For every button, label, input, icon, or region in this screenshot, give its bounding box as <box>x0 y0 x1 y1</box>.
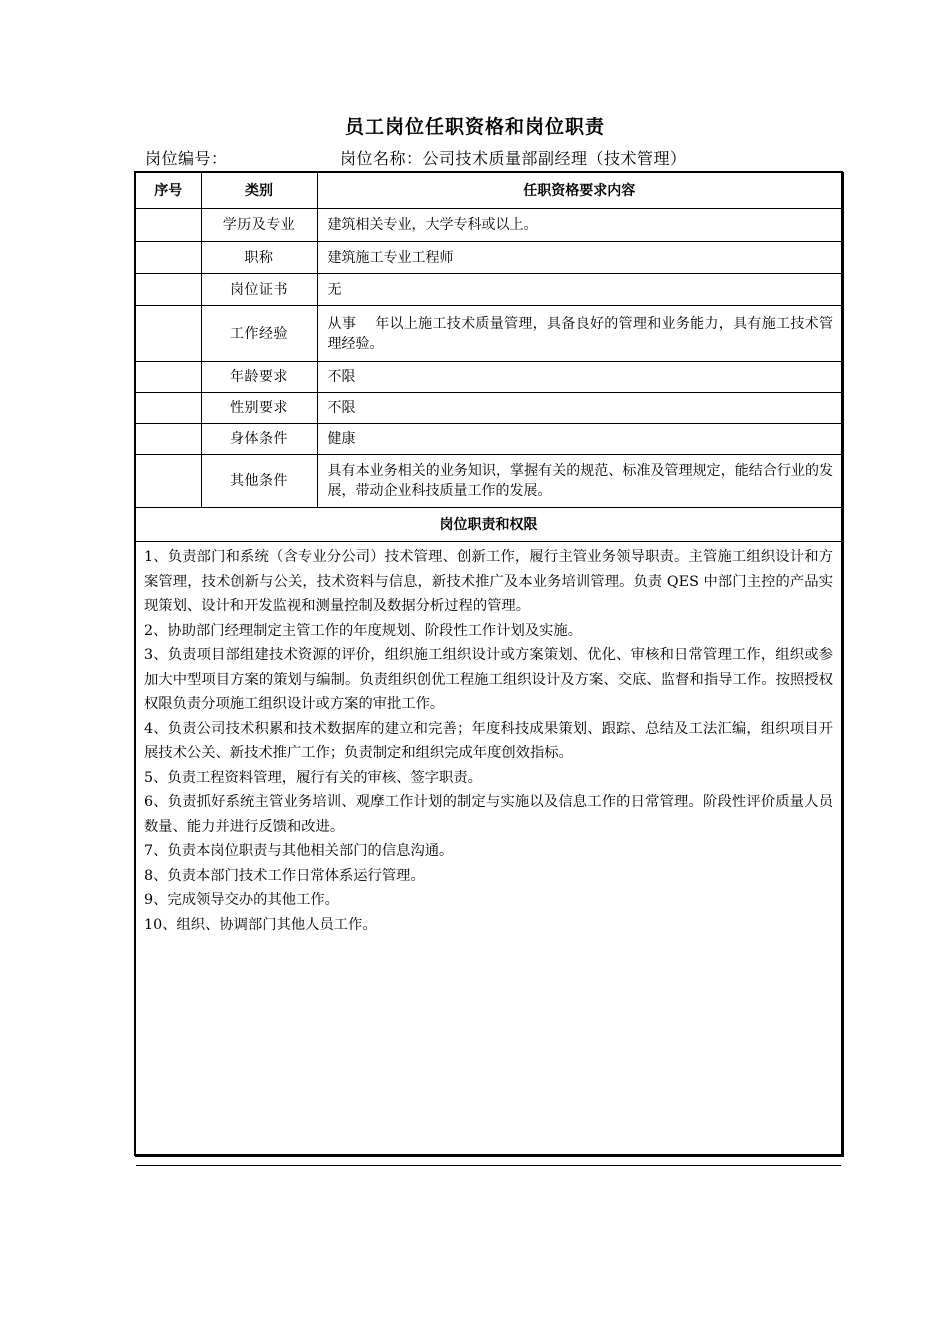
row-index <box>136 209 201 242</box>
row-index <box>136 274 201 306</box>
duty-item: 10、组织、协调部门其他人员工作。 <box>144 916 377 933</box>
row-category: 性别要求 <box>201 393 317 424</box>
position-number-label: 岗位编号： <box>145 149 228 168</box>
table-row <box>136 455 841 508</box>
header-category: 类别 <box>201 173 317 209</box>
duty-item: 6、负责抓好系统主管业务培训、观摩工作计划的制定与实施以及信息工作的日常管理。阶段性评价质量人员数量、能力并进行反馈和改进。 <box>144 794 833 835</box>
row-content: 不限 <box>317 393 841 424</box>
row-index <box>136 362 201 393</box>
table-row <box>136 242 841 274</box>
row-content: 无 <box>317 274 841 306</box>
qualification-table <box>136 173 841 1166</box>
duties-cell <box>136 542 841 1166</box>
row-category: 年龄要求 <box>201 362 317 393</box>
document-title: 员工岗位任职资格和岗位职责 <box>344 116 605 138</box>
duty-item: 1、负责部门和系统（含专业分公司）技术管理、创新工作，履行主管业务领导职责。主管施工组织设计和方案管理，技术创新与公关，技术资料与信息，新技术推广及本业务培训管理。负责 QES 中部门主控的产品实现策划、设计和开发监视和测量控制及数据分析过程的管理。 <box>144 549 833 614</box>
row-content: 不限 <box>317 362 841 393</box>
table-row <box>136 274 841 306</box>
table-row <box>136 393 841 424</box>
header-content: 任职资格要求内容 <box>317 173 841 209</box>
duty-item: 3、负责项目部组建技术资源的评价，组织施工组织设计或方案策划、优化、审核和日常管理工作，组织或参加大中型项目方案的策划与编制。负责组织创优工程施工组织设计及方案、交底、监督和指导工作。按照授权权限负责分项施工组织设计或方案的审批工作。 <box>144 647 833 712</box>
row-index <box>136 242 201 274</box>
row-category: 身体条件 <box>201 424 317 455</box>
duty-item: 7、负责本岗位职责与其他相关部门的信息沟通。 <box>144 843 454 859</box>
row-content: 建筑相关专业，大学专科或以上。 <box>317 209 841 242</box>
row-category: 职称 <box>201 242 317 274</box>
row-content: 具有本业务相关的业务知识，掌握有关的规范、标准及管理规定，能结合行业的发展，带动企业科技质量工作的发展。 <box>317 455 841 508</box>
table-header-row <box>136 173 841 209</box>
position-name-label: 岗位名称：公司技术质量部副经理（技术管理） <box>340 149 687 168</box>
duty-item: 4、负责公司技术积累和技术数据库的建立和完善；年度科技成果策划、跟踪、总结及工法汇编，组织项目开展技术公关、新技术推广工作；负责制定和组织完成年度创效指标。 <box>144 720 833 761</box>
row-category: 学历及专业 <box>201 209 317 242</box>
row-category: 工作经验 <box>201 306 317 362</box>
table-row <box>136 424 841 455</box>
row-index <box>136 393 201 424</box>
table-row <box>136 306 841 362</box>
row-category: 其他条件 <box>201 455 317 508</box>
row-content: 建筑施工专业工程师 <box>317 242 841 274</box>
row-index <box>136 455 201 508</box>
row-content: 从事 年以上施工技术质量管理，具备良好的管理和业务能力，具有施工技术管理经验。 <box>317 306 841 362</box>
duties-row <box>136 542 841 1166</box>
row-content: 健康 <box>317 424 841 455</box>
duty-item: 9、完成领导交办的其他工作。 <box>144 892 339 908</box>
duty-item: 2、协助部门经理制定主管工作的年度规划、阶段性工作计划及实施。 <box>144 622 582 639</box>
table-row <box>136 209 841 242</box>
row-index <box>136 306 201 362</box>
duty-item: 8、负责本部门技术工作日常体系运行管理。 <box>144 867 425 884</box>
duties-heading: 岗位职责和权限 <box>136 508 841 542</box>
qualification-table-frame <box>134 171 843 1156</box>
table-row <box>136 362 841 393</box>
header-index: 序号 <box>136 173 201 209</box>
duty-item: 5、负责工程资料管理，履行有关的审核、签字职责。 <box>144 769 482 786</box>
duties-heading-row <box>136 508 841 542</box>
row-category: 岗位证书 <box>201 274 317 306</box>
row-index <box>136 424 201 455</box>
